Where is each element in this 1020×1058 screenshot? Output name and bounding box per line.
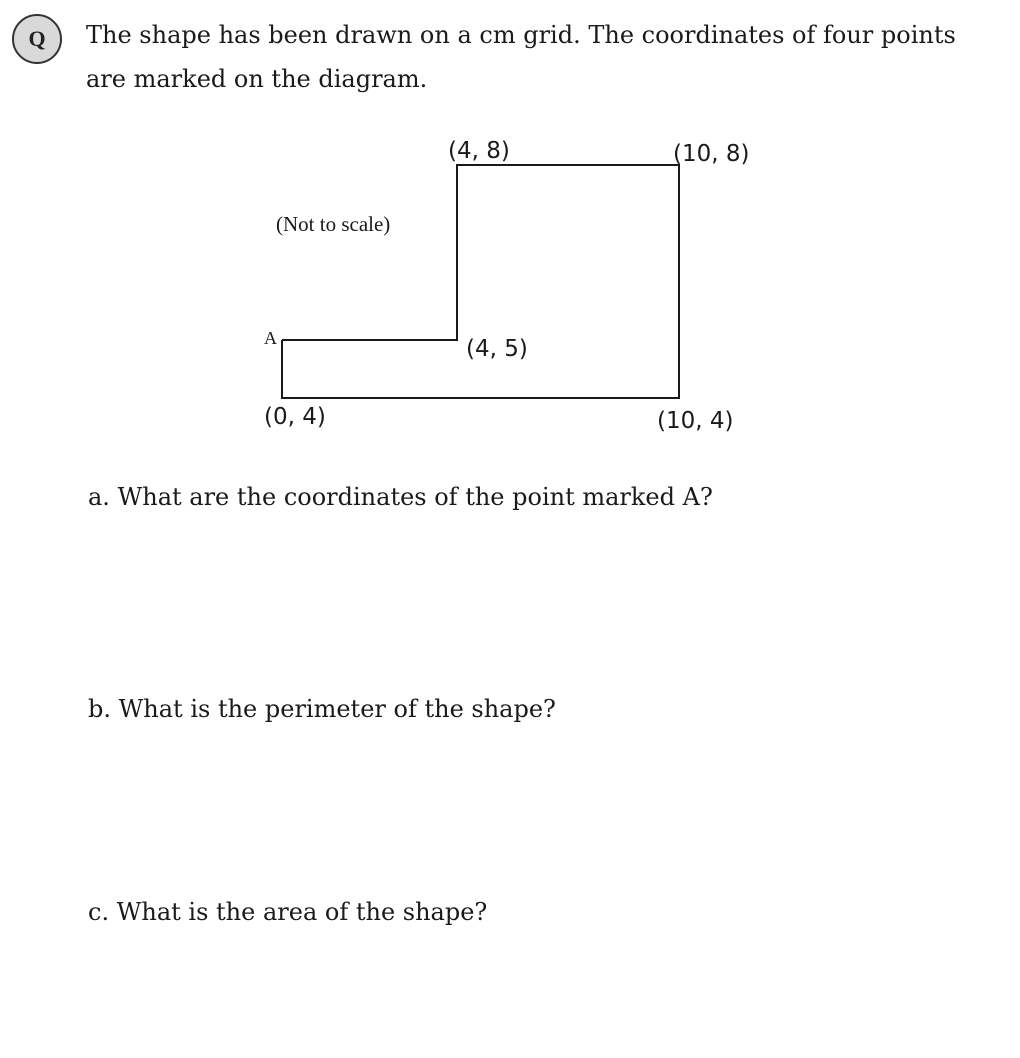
question-b: b. What is the perimeter of the shape?	[88, 695, 556, 723]
question-a: a. What are the coordinates of the point marked A?	[88, 483, 713, 511]
point-label-a: A	[264, 328, 277, 348]
coord-label-4-5: (4, 5)	[466, 336, 528, 362]
coord-label-10-8: (10, 8)	[673, 141, 750, 167]
shape-outline	[282, 165, 679, 398]
coord-label-10-4: (10, 4)	[657, 408, 734, 434]
not-to-scale-note: (Not to scale)	[276, 212, 391, 236]
question-badge-letter: Q	[28, 26, 46, 51]
question-intro: The shape has been drawn on a cm grid. The coordinates of four points are marked on the diagram.	[86, 21, 956, 93]
coord-label-4-8: (4, 8)	[448, 138, 510, 164]
coord-label-0-4: (0, 4)	[264, 404, 326, 430]
question-c: c. What is the area of the shape?	[88, 898, 488, 926]
